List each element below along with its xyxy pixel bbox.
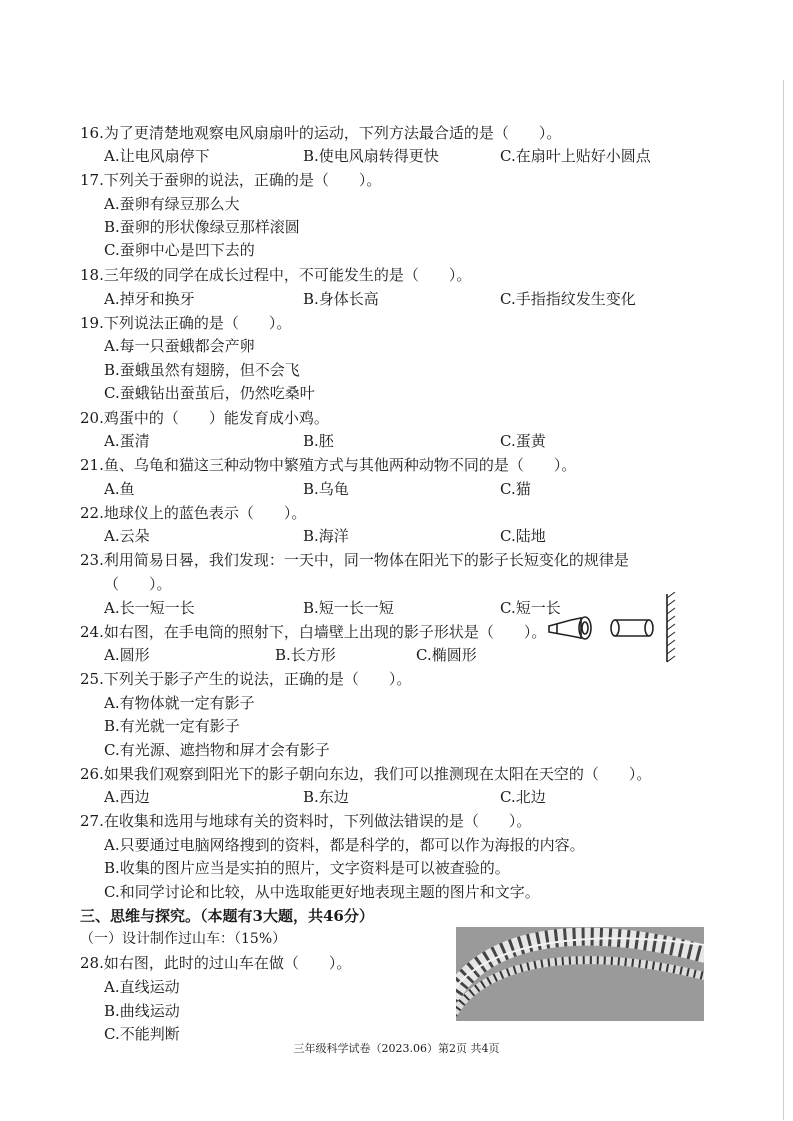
q17-option-c: C.蚕卵中心是凹下去的 [104, 241, 255, 259]
q23-stem: 23.利用简易日晷，我们发现：一天中，同一物体在阳光下的影子长短变化的规律是 [80, 551, 629, 569]
q24-option-b: B.长方形 [275, 646, 336, 664]
q21-stem: 21.鱼、乌龟和猫这三种动物中繁殖方式与其他两种动物不同的是（ ）。 [80, 456, 577, 474]
roller-coaster-photo [456, 927, 704, 1021]
q23-stem-continued: （ ）。 [104, 575, 172, 593]
q16-stem: 16.为了更清楚地观察电风扇扇叶的运动，下列方法最合适的是（ ）。 [80, 124, 562, 142]
q25-option-b: B.有光就一定有影子 [104, 717, 240, 735]
q16-option-c: C.在扇叶上贴好小圆点 [500, 147, 651, 165]
q25-option-a: A.有物体就一定有影子 [104, 694, 255, 712]
q28-option-c: C.不能判断 [104, 1025, 180, 1043]
page-edge-divider [783, 80, 784, 1120]
q28-option-a: A.直线运动 [104, 978, 180, 996]
q21-option-a: A.鱼 [104, 480, 135, 498]
q22-stem: 22.地球仪上的蓝色表示（ ）。 [80, 504, 307, 522]
q25-stem: 25.下列关于影子产生的说法，正确的是（ ）。 [80, 670, 412, 688]
q17-option-a: A.蚕卵有绿豆那么大 [104, 195, 240, 213]
q23-option-c: C.短一长 [500, 599, 561, 617]
q23-option-b: B.短一长一短 [303, 599, 394, 617]
q24-option-a: A.圆形 [104, 646, 150, 664]
q21-option-c: C.猫 [500, 480, 531, 498]
q20-option-c: C.蛋黄 [500, 432, 546, 450]
q24-option-c: C.椭圆形 [416, 646, 477, 664]
q26-option-c: C.北边 [500, 788, 546, 806]
q28-stem: 28.如右图，此时的过山车在做（ ）。 [80, 954, 352, 972]
q24-stem: 24.如右图，在手电筒的照射下，白墙壁上出现的影子形状是（ ）。 [80, 623, 547, 641]
q27-option-c: C.和同学讨论和比较，从中选取能更好地表现主题的图片和文字。 [104, 883, 540, 901]
q19-option-b: B.蚕蛾虽然有翅膀，但不会飞 [104, 361, 300, 379]
q19-stem: 19.下列说法正确的是（ ）。 [80, 314, 292, 332]
part-1-heading: （一）设计制作过山车：（15%） [80, 931, 287, 947]
q18-option-c: C.手指指纹发生变化 [500, 290, 636, 308]
q23-option-a: A.长一短一长 [104, 599, 195, 617]
flashlight-cylinder-wall-icon [545, 592, 685, 664]
q20-option-a: A.蛋清 [104, 432, 150, 450]
q18-option-a: A.掉牙和换牙 [104, 290, 195, 308]
q18-stem: 18.三年级的同学在成长过程中，不可能发生的是（ ）。 [80, 266, 472, 284]
q22-option-c: C.陆地 [500, 527, 546, 545]
section-3-heading: 三、思维与探究。（本题有3大题，共46分） [80, 907, 374, 925]
q26-option-b: B.东边 [303, 788, 349, 806]
q22-option-a: A.云朵 [104, 527, 150, 545]
q25-option-c: C.有光源、遮挡物和屏才会有影子 [104, 741, 330, 759]
q27-option-a: A.只要通过电脑网络搜到的资料，都是科学的，都可以作为海报的内容。 [104, 836, 585, 854]
q27-option-b: B.收集的图片应当是实拍的照片，文字资料是可以被查验的。 [104, 859, 510, 877]
q21-option-b: B.乌龟 [303, 480, 349, 498]
q28-option-b: B.曲线运动 [104, 1002, 180, 1020]
q20-stem: 20.鸡蛋中的（ ）能发育成小鸡。 [80, 409, 329, 427]
q22-option-b: B.海洋 [303, 527, 349, 545]
page-footer: 三年级科学试卷（2023.06）第2页 共4页 [293, 1042, 500, 1055]
q26-stem: 26.如果我们观察到阳光下的影子朝向东边，我们可以推测现在太阳在天空的（ ）。 [80, 765, 652, 783]
q17-stem: 17.下列关于蚕卵的说法，正确的是（ ）。 [80, 171, 382, 189]
q17-option-b: B.蚕卵的形状像绿豆那样滚圆 [104, 218, 300, 236]
q26-option-a: A.西边 [104, 788, 150, 806]
q18-option-b: B.身体长高 [303, 290, 379, 308]
q27-stem: 27.在收集和选用与地球有关的资料时，下列做法错误的是（ ）。 [80, 812, 532, 830]
q16-option-b: B.使电风扇转得更快 [303, 147, 439, 165]
q19-option-a: A.每一只蚕蛾都会产卵 [104, 337, 255, 355]
q16-option-a: A.让电风扇停下 [104, 147, 210, 165]
q20-option-b: B.胚 [303, 432, 334, 450]
q19-option-c: C.蚕蛾钻出蚕茧后，仍然吃桑叶 [104, 384, 315, 402]
